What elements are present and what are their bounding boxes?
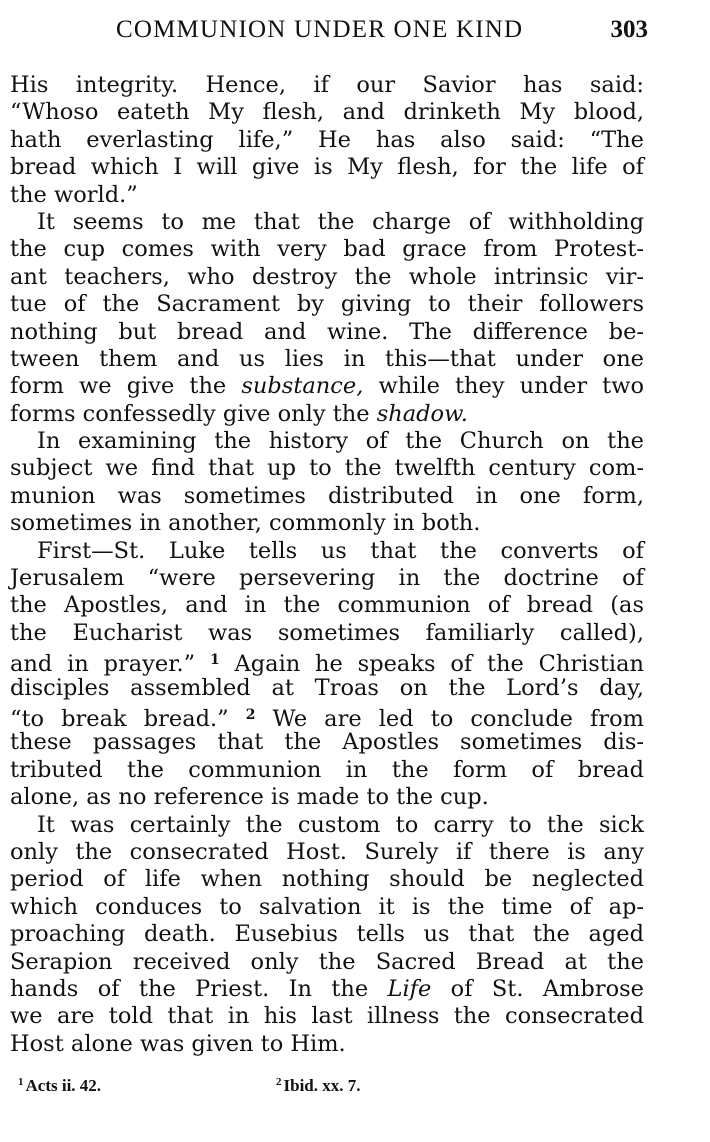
- text-line: [10, 428, 644, 455]
- text-run: the world.”: [10, 181, 138, 208]
- text-run: Jerusalem “were persevering in the doctrine of: [10, 565, 644, 592]
- text-run: His integrity. Hence, if our Savior has said:: [10, 72, 644, 98]
- text-run: alone, as no reference is made to the cup.: [10, 784, 489, 811]
- text-run: Again he speaks of the Christian: [219, 651, 645, 678]
- footnotes: [18, 1076, 578, 1106]
- footnote-2: [276, 1076, 361, 1096]
- text-run: It seems to me that the charge of withholding: [37, 208, 644, 235]
- text-run: Serapion received only the Sacred Bread at the: [10, 948, 644, 975]
- text-line: [10, 894, 644, 921]
- text-run: which conduces to salvation it is the time of ap-: [10, 893, 644, 920]
- text-line: [10, 319, 644, 346]
- text-line: [10, 1003, 644, 1030]
- text-run: ant teachers, who destroy the whole intrinsic vir-: [10, 263, 644, 290]
- text-run: only the consecrated Host. Surely if there is any: [10, 838, 644, 865]
- footnote-1: [18, 1076, 101, 1096]
- text-line: [10, 784, 644, 811]
- paragraph: [10, 812, 644, 1059]
- text-line: [10, 1031, 644, 1058]
- footnote-reference: 1: [209, 652, 220, 669]
- footnote-text: Acts ii. 42.: [25, 1076, 102, 1095]
- text-run: we are told that in his last illness the consecrated: [10, 1003, 644, 1030]
- italic-text: shadow.: [376, 400, 468, 427]
- text-line: [10, 839, 644, 866]
- text-line: [10, 373, 644, 400]
- text-line: [10, 976, 644, 1003]
- text-run: munion was sometimes distributed in one form,: [10, 482, 644, 509]
- text-run: Host alone was given to Him.: [10, 1030, 346, 1057]
- text-run: subject we find that up to the twelfth century com-: [10, 455, 644, 482]
- text-line: [10, 346, 644, 373]
- text-run: tue of the Sacrament by giving to their followers: [10, 291, 644, 318]
- page-header: [8, 16, 648, 50]
- text-line: [10, 729, 644, 756]
- footnote-reference: 2: [245, 706, 256, 723]
- text-run: disciples assembled at Troas on the Lord’s day,: [10, 674, 644, 701]
- text-line: [10, 812, 644, 839]
- text-run: tributed the communion in the form of bread: [10, 756, 644, 783]
- text-run: these passages that the Apostles sometimes dis-: [10, 729, 644, 756]
- text-line: [10, 510, 644, 537]
- text-run: “Whoso eateth My flesh, and drinketh My blood,: [10, 99, 644, 126]
- text-line: [10, 675, 644, 702]
- text-line: [10, 72, 644, 99]
- body-text: [10, 72, 644, 1058]
- text-run: hath everlasting life,” He has also said: “The: [10, 126, 644, 153]
- text-run: forms confessedly give only the: [10, 400, 377, 427]
- text-run: It was certainly the custom to carry to the sick: [37, 811, 644, 838]
- running-title: COMMUNION UNDER ONE KIND: [116, 16, 524, 43]
- italic-text: substance,: [241, 373, 364, 400]
- text-run: In examining the history of the Church on the: [37, 428, 644, 455]
- footnote-marker: 2: [276, 1076, 282, 1088]
- text-run: bread which I will give is My flesh, for the life of: [10, 154, 644, 181]
- text-run: “to break bread.”: [10, 705, 246, 732]
- italic-text: Life: [387, 975, 432, 1002]
- page-number: 303: [610, 16, 648, 43]
- text-line: [10, 866, 644, 893]
- text-run: the Eucharist was sometimes familiarly called),: [10, 619, 644, 646]
- paragraph: [10, 209, 644, 428]
- text-line: [10, 620, 644, 647]
- text-line: [10, 565, 644, 592]
- text-run: and in prayer.”: [10, 651, 210, 678]
- text-line: [10, 949, 644, 976]
- text-line: [10, 154, 644, 181]
- paragraph: [10, 538, 644, 812]
- text-line: [10, 483, 644, 510]
- paragraph: [10, 428, 644, 538]
- footnote-text: Ibid. xx. 7.: [283, 1076, 361, 1095]
- text-run: period of life when nothing should be neglected: [10, 866, 644, 893]
- text-line: [10, 757, 644, 784]
- text-run: the cup comes with very bad grace from Protest-: [10, 236, 644, 263]
- text-run: sometimes in another, commonly in both.: [10, 510, 481, 537]
- text-line: [10, 182, 644, 209]
- text-line: [10, 401, 644, 428]
- text-run: nothing but bread and wine. The difference be-: [10, 318, 644, 345]
- text-line: [10, 702, 644, 732]
- footnote-marker: 1: [18, 1076, 24, 1088]
- text-line: [10, 264, 644, 291]
- paragraph: [10, 72, 644, 209]
- text-line: [10, 455, 644, 482]
- text-run: We are led to conclude from: [255, 705, 644, 732]
- text-run: hands of the Priest. In the: [10, 975, 388, 1002]
- text-run: tween them and us lies in this—that under one: [10, 345, 644, 372]
- text-run: of St. Ambrose: [431, 975, 644, 1002]
- text-line: [10, 99, 644, 126]
- text-line: [10, 209, 644, 236]
- text-line: [10, 127, 644, 154]
- text-run: First—St. Luke tells us that the converts of: [37, 537, 644, 564]
- text-run: proaching death. Eusebius tells us that the aged: [10, 921, 644, 948]
- text-line: [10, 921, 644, 948]
- text-line: [10, 538, 644, 565]
- text-run: while they under two: [363, 373, 644, 400]
- text-line: [10, 291, 644, 318]
- text-run: form we give the: [10, 373, 242, 400]
- text-line: [10, 592, 644, 619]
- text-run: the Apostles, and in the communion of bread (as: [10, 592, 644, 619]
- text-line: [10, 647, 645, 678]
- text-line: [10, 236, 644, 263]
